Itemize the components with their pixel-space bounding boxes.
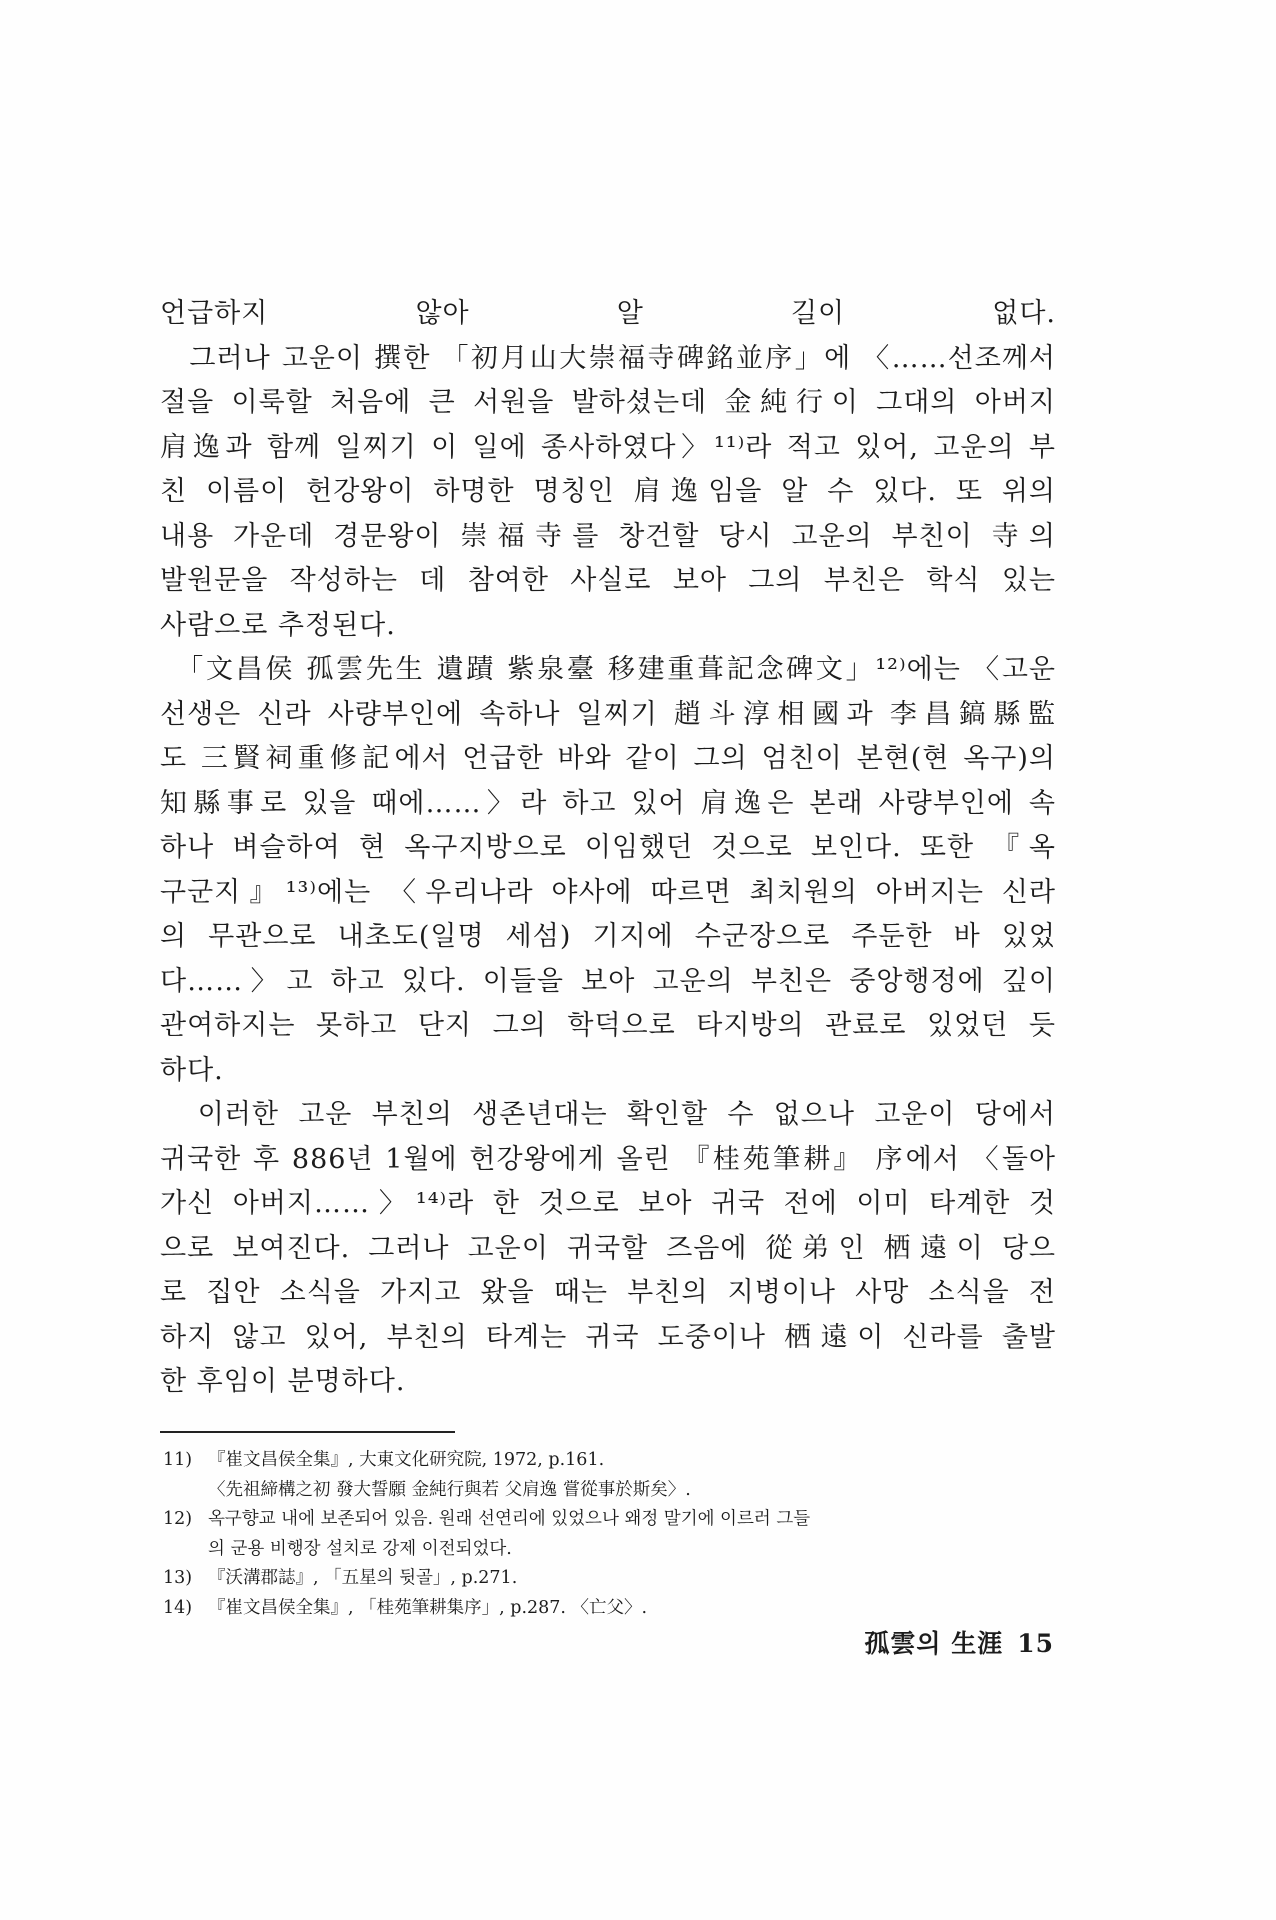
footnote-12: [163, 1505, 1053, 1535]
text-line: 知縣事로 있을 때에……〉라 하고 있어 肩逸은 본래 사량부인에 속: [160, 787, 1056, 819]
footer-title: 孤雲의 生涯: [864, 1629, 1004, 1658]
text-line: 귀국한 후 886년 1월에 헌강왕에게 올린 『桂苑筆耕』 序에서 〈돌아: [160, 1143, 1056, 1175]
footnote-separator: [160, 1431, 455, 1433]
page-number: 15: [1017, 1629, 1054, 1658]
footnotes: [163, 1446, 1053, 1623]
text-line: 의 무관으로 내초도(일명 세섬) 기지에 수군장으로 주둔한 바 있었: [160, 921, 1056, 952]
text-line: 하다.: [160, 1054, 224, 1086]
footnote-number: 13): [163, 1568, 193, 1588]
text-line: 「文昌侯 孤雲先生 遺蹟 紫泉臺 移建重葺記念碑文」¹²⁾에는 〈고운: [160, 654, 1056, 685]
footnote-11-continuation: 〈先祖締構之初 發大誓願 金純行與若 父肩逸 嘗從事於斯矣〉.: [208, 1479, 691, 1500]
footnote-11: [163, 1446, 1053, 1476]
text-line: 선생은 신라 사량부인에 속하나 일찌기 趙斗淳相國과 李昌鎬縣監: [160, 698, 1056, 730]
text-line: 관여하지는 못하고 단지 그의 학덕으로 타지방의 관료로 있었던 듯: [160, 1010, 1056, 1041]
text-line: 로 집안 소식을 가지고 왔을 때는 부친의 지병이나 사망 소식을 전: [160, 1277, 1056, 1308]
footnote-text: 『沃溝郡誌』, 「五星의 뒷골」, p.271.: [208, 1568, 518, 1588]
footnote-number: 12): [163, 1509, 193, 1529]
footnote-text: 『崔文昌侯全集』, 大東文化研究院, 1972, p.161.: [208, 1450, 605, 1470]
text-line: 친 이름이 헌강왕이 하명한 명칭인 肩逸임을 알 수 있다. 또 위의: [160, 476, 1056, 507]
footnote-12-continuation: 의 군용 비행장 설치로 강제 이전되었다.: [208, 1538, 512, 1559]
text-line: 가신 아버지……〉¹⁴⁾라 한 것으로 보아 귀국 전에 이미 타계한 것: [160, 1188, 1056, 1219]
text-line: 사람으로 추정된다.: [160, 609, 396, 641]
text-line: 이러한 고운 부친의 생존년대는 확인할 수 없으나 고운이 당에서: [160, 1099, 1056, 1130]
text-line: 하나 벼슬하여 현 옥구지방으로 이임했던 것으로 보인다. 또한 『옥: [160, 832, 1056, 863]
footnote-13: [163, 1564, 1053, 1594]
text-line: 발원문을 작성하는 데 참여한 사실로 보아 그의 부친은 학식 있는: [160, 565, 1056, 596]
footnote-14: [163, 1594, 1053, 1624]
text-line: 내용 가운데 경문왕이 崇福寺를 창건할 당시 고운의 부친이 寺의: [160, 520, 1056, 552]
footnote-number: 11): [163, 1450, 193, 1470]
running-footer: [864, 1624, 1054, 1660]
text-line: 肩逸과 함께 일찌기 이 일에 종사하였다〉¹¹⁾라 적고 있어, 고운의 부: [160, 431, 1056, 463]
footnote-text: 옥구향교 내에 보존되어 있음. 원래 선연리에 있었으나 왜정 말기에 이르러 그들: [208, 1509, 811, 1529]
main-text-block: [160, 292, 1056, 1405]
text-line: 하지 않고 있어, 부친의 타계는 귀국 도중이나 栖遠이 신라를 출발: [160, 1321, 1056, 1353]
text-line: 한 후임이 분명하다.: [160, 1366, 406, 1397]
footnote-text: 『崔文昌侯全集』, 「桂苑筆耕集序」, p.287. 〈亡父〉.: [208, 1597, 648, 1618]
text-line: 도 三賢祠重修記에서 언급한 바와 같이 그의 엄친이 본현(현 옥구)의: [160, 743, 1056, 774]
footnote-number: 14): [163, 1597, 193, 1618]
text-line: 으로 보여진다. 그러나 고운이 귀국할 즈음에 從弟인 栖遠이 당으: [160, 1232, 1056, 1264]
text-line: 다……〉고 하고 있다. 이들을 보아 고운의 부친은 중앙행정에 깊이: [160, 965, 1056, 997]
text-line: 언급하지 않아 알 길이 없다.: [160, 298, 1056, 329]
text-line: 구군지』¹³⁾에는 〈우리나라 야사에 따르면 최치원의 아버지는 신라: [160, 876, 1056, 908]
text-line: 그러나 고운이 撰한 「初月山大崇福寺碑銘並序」에 〈……선조께서: [160, 342, 1056, 374]
text-line: 절을 이룩할 처음에 큰 서원을 발하셨는데 金純行이 그대의 아버지: [160, 387, 1056, 418]
